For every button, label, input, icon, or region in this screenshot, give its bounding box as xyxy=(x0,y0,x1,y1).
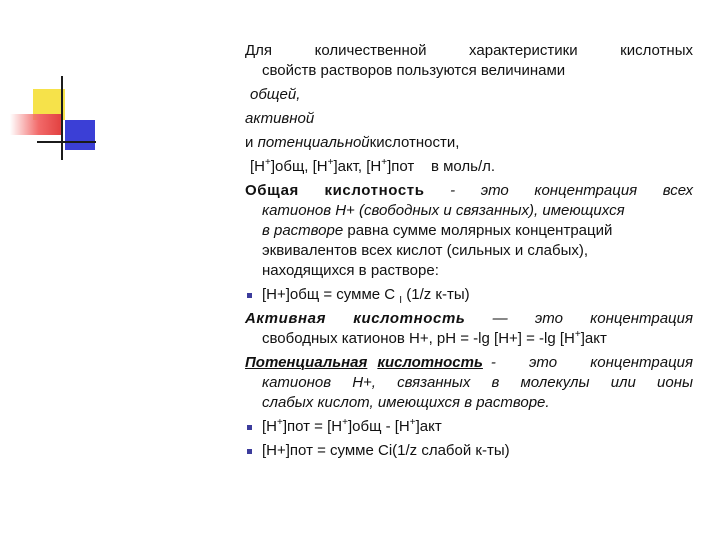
active-acidity-line-1 xyxy=(245,310,693,328)
definition-part: - это концентрация xyxy=(490,354,693,371)
intro-word: характеристики xyxy=(469,42,578,59)
bullet-potential-formula xyxy=(262,418,442,436)
definition-part: равна сумме молярных концентраций xyxy=(347,222,613,239)
units-part: [H xyxy=(250,158,265,175)
potential-acidity-line-1 xyxy=(245,354,693,372)
subscript: I xyxy=(399,295,403,306)
total-acidity-line-3 xyxy=(262,222,612,240)
term-word: Потенциальная xyxy=(245,354,368,371)
definition-word: это xyxy=(534,310,563,327)
total-acidity-line-1 xyxy=(245,182,693,200)
definition-part: катионов Н+, связанных в молекулы или ионы xyxy=(262,374,693,391)
dash: — xyxy=(492,310,508,327)
dash: - xyxy=(450,182,456,199)
blue-square-decoration xyxy=(65,120,95,150)
intro-line-2: свойств растворов пользуются величинами xyxy=(262,62,566,79)
definition-part: ]акт xyxy=(580,330,607,347)
formula-part: [H xyxy=(262,418,277,435)
superscript-plus: + xyxy=(277,417,283,428)
superscript-plus: + xyxy=(327,157,334,168)
intro-word: количественной xyxy=(314,42,427,59)
acidity-word: кислотности, xyxy=(369,134,460,151)
bullet-marker xyxy=(247,449,252,454)
intro-item-active: активной xyxy=(245,110,315,127)
bullet-total-formula xyxy=(262,286,470,304)
definition-part: свободных катионов Н+, рН = -lg [H+] = -lg [H xyxy=(262,330,575,347)
formula-part: [H+]общ = сумме С xyxy=(262,286,396,303)
potential-acidity-line-3: слабых кислот, имеющихся в растворе. xyxy=(262,394,550,411)
formula-part: ]акт xyxy=(415,418,442,435)
horizontal-line-decoration xyxy=(37,141,96,143)
units-part: ]общ, [H xyxy=(270,158,328,175)
superscript-plus: + xyxy=(381,157,388,168)
definition-word: всех xyxy=(662,182,693,199)
red-gradient-decoration xyxy=(10,114,62,135)
total-acidity-line-2 xyxy=(262,202,625,220)
intro-word: Для xyxy=(245,42,273,59)
potential-word: потенциальной xyxy=(257,134,370,151)
superscript-plus: + xyxy=(409,417,416,428)
definition-part: (свободных и связанных), имеющихся xyxy=(358,202,625,219)
superscript-plus: + xyxy=(574,329,581,340)
definition-word: это xyxy=(480,182,509,199)
definition-word: концентрация xyxy=(534,182,638,199)
units-part: ]пот xyxy=(387,158,415,175)
intro-line-1 xyxy=(245,42,693,60)
formula-part: ]пот = [H xyxy=(282,418,343,435)
intro-item-general: общей, xyxy=(250,86,301,103)
term-word: кислотность xyxy=(353,310,466,327)
bullet-marker xyxy=(247,425,252,430)
potential-acidity-line-2 xyxy=(262,374,693,392)
formula-part: ]общ - [H xyxy=(347,418,410,435)
superscript-plus: + xyxy=(265,157,271,168)
intro-item-potential xyxy=(245,134,459,152)
intro-word: кислотных xyxy=(620,42,693,59)
bullet-potential-sum: [H+]пот = сумме Сi(1/z слабой к-ты) xyxy=(262,442,510,459)
total-acidity-line-4: эквивалентов всех кислот (сильных и слабых), xyxy=(262,242,589,259)
conjunction: и xyxy=(245,134,254,151)
definition-part: катионов Н+ xyxy=(262,202,359,219)
term-word: Активная xyxy=(245,310,327,327)
definition-word: концентрация xyxy=(590,310,693,327)
units-tail: в моль/л. xyxy=(430,158,496,175)
term-word: Общая xyxy=(245,182,299,199)
active-acidity-line-2 xyxy=(262,330,607,348)
definition-part: в растворе xyxy=(262,222,348,239)
vertical-line-decoration xyxy=(61,76,63,160)
total-acidity-line-5: находящихся в растворе: xyxy=(262,262,439,279)
formula-part: (1/z к-ты) xyxy=(402,286,470,303)
bullet-marker xyxy=(247,293,252,298)
units-part: ]акт, [H xyxy=(333,158,382,175)
term-word: кислотность xyxy=(377,354,483,371)
units-line xyxy=(250,158,495,176)
superscript-plus: + xyxy=(342,417,348,428)
term-word: кислотность xyxy=(324,182,425,199)
